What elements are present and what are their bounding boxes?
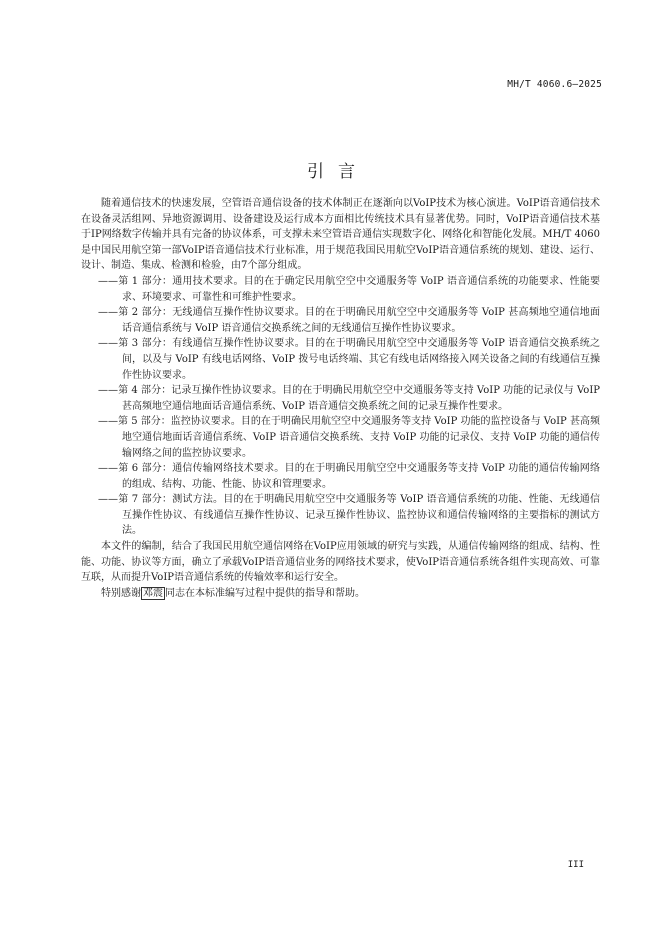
acknowledgement-suffix: 同志在本标准编写过程中提供的指导和帮助。 xyxy=(165,587,365,599)
list-item-part-5: ——第 5 部分：监控协议要求。目的在于明确民用航空空中交通服务等支持 VoIP 功能的监控设备与 VoIP 甚高频地空通信地面话音通信系统、VoIP 语音通信交换系统、支持 VoIP 功能的记录仪、支持 VoIP 功能的通信传输网络之间的监控协议要求。 xyxy=(98,416,600,459)
page-title: 引言 xyxy=(307,162,369,182)
acknowledged-person-name: 邓震 xyxy=(143,587,163,599)
list-item-part-7: ——第 7 部分：测试方法。目的在于明确民用航空空中交通服务等 VoIP 语音通信系统的功能、性能、无线通信互操作性协议、有线通信互操作性协议、记录互操作性协议、监控协议和通信传输网络的主要指标的测试方法。 xyxy=(98,494,600,537)
list-item-part-3: ——第 3 部分：有线通信互操作性协议要求。目的在于明确民用航空空中交通服务等 VoIP 语音通信交换系统之间，以及与 VoIP 有线电话网络、VoIP 拨号电话终端、其它有线电话网络接入网关设备之间的有线通信互操作性协议要求。 xyxy=(98,338,600,381)
list-item-part-2: ——第 2 部分：无线通信互操作性协议要求。目的在于明确民用航空空中交通服务等 VoIP 甚高频地空通信地面话音通信系统与 VoIP 语音通信交换系统之间的无线通信互操作性协议要求。 xyxy=(98,307,600,334)
standard-code-header: MH/T 4060.6—2025 xyxy=(507,79,602,90)
compilation-paragraph: 本文件的编制，结合了我国民用航空通信网络在VoIP应用领域的研究与实践，从通信传输网络的组成、结构、性能、功能、协议等方面，确立了承载VoIP语音通信业务的网络技术要求，使VoIP语音通信系统各组件实现高效、可靠互联，从而提升VoIP语音通信系统的传输效率和运行安全。 xyxy=(81,541,600,584)
list-item-part-6: ——第 6 部分：通信传输网络技术要求。目的在于明确民用航空空中交通服务等支持 VoIP 功能的通信传输网络的组成、结构、功能、性能、协议和管理要求。 xyxy=(98,463,600,490)
intro-paragraph: 随着通信技术的快速发展，空管语音通信设备的技术体制正在逐渐向以VoIP技术为核心演进。VoIP语音通信技术在设备灵活组网、异地资源调用、设备建设及运行成本方面相比传统技术具有显著优势。同时，VoIP语音通信技术基于IP网络数字传输并具有完备的协议体系，可支撑未来空管语音通信实现数字化、网络化和智能化发展。MH/T 4060是中国民用航空第一部VoIP语音通信技术行业标准，用于规范我国民用航空VoIP语音通信系统的规划、建设、运行、设计、制造、集成、检测和检验，由7个部分组成。 xyxy=(81,198,600,272)
list-item-part-1: ——第 1 部分：通用技术要求。目的在于确定民用航空空中交通服务等 VoIP 语音通信系统的功能要求、性能要求、环境要求、可靠性和可维护性要求。 xyxy=(98,275,600,303)
acknowledgement-paragraph xyxy=(81,586,600,602)
acknowledgement-prefix: 特别感谢 xyxy=(101,587,141,599)
list-item-part-4: ——第 4 部分：记录互操作性协议要求。目的在于明确民用航空空中交通服务等支持 VoIP 功能的记录仪与 VoIP 甚高频地空通信地面话音通信系统、VoIP 语音通信交换系统之间的记录互操作性要求。 xyxy=(98,385,600,412)
page-number: III xyxy=(567,860,584,870)
document-body xyxy=(81,196,600,601)
